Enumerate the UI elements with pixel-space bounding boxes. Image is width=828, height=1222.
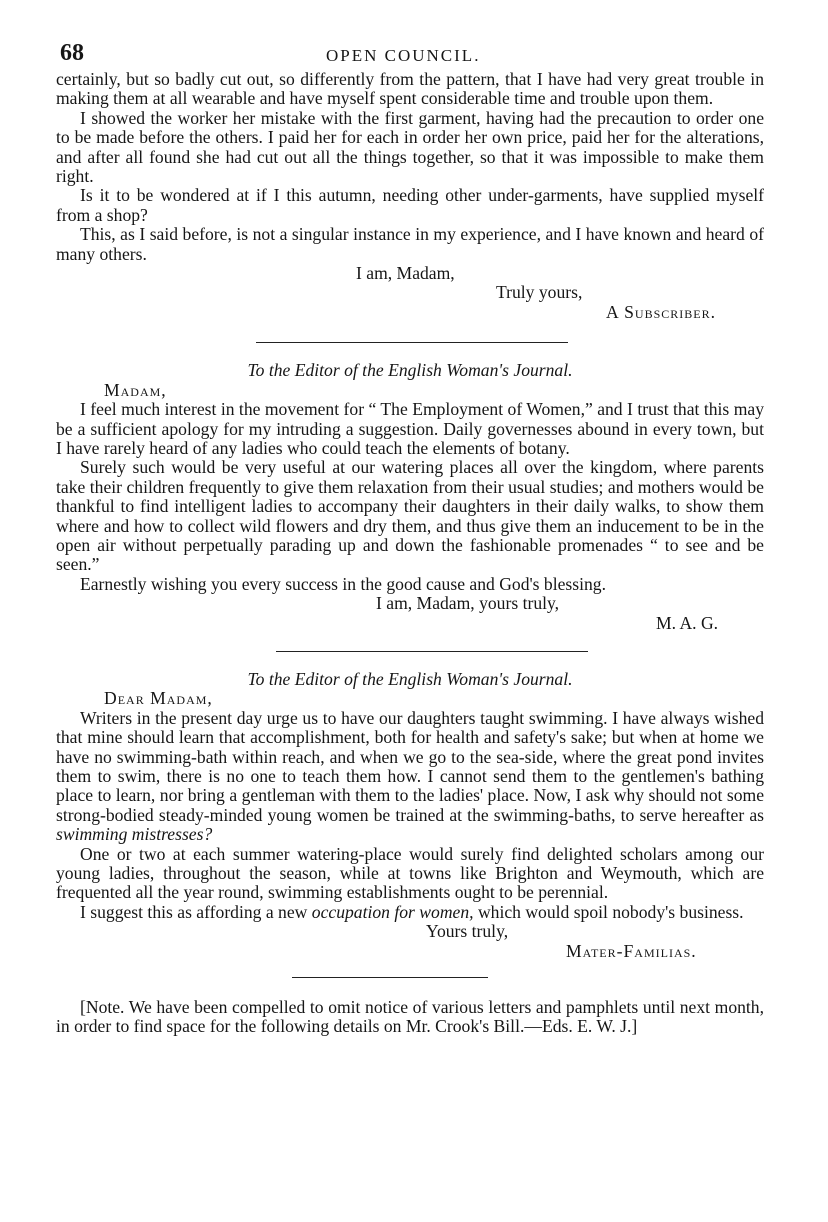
salutation: Madam, (104, 379, 167, 400)
paragraph: I feel much interest in the movement for “ The Employment of Women,” and I trust that this may be a sufficient apology for my intruding a suggestion. Daily governesses abound in every town, but I have rarely heard of any ladies who could teach the elements of botany. (56, 399, 764, 458)
closing: I am, Madam, (356, 263, 455, 284)
paragraph: Surely such would be very useful at our watering places all over the kingdom, where parents take their children frequently to give them relaxation from their usual studies; and mothers would be thankful to find intelligent ladies to accompany their daughters in their daily walks, to show them where and how to collect wild flowers and dry them, and thus give them an inducement to be in the open air without perpetually parading up and down the fashionable promenades “ to see and be seen.” (56, 457, 764, 575)
signature: Mater-Familias. (566, 940, 697, 961)
editors-note: [Note. We have been compelled to omit notice of various letters and pamphlets until next month, in order to find space for the following details on Mr. Crook's Bill.—Eds. E. W. J.] (56, 997, 764, 1037)
emphasis: occupation for women, (311, 901, 474, 922)
paragraph: I showed the worker her mistake with the first garment, having had the precaution to order one to be made before the others. I paid her for each in order her own price, paid her for the alterations, and after all found she had cut out all the things together, so that it was impossible to make them right. (56, 107, 764, 187)
paragraph: One or two at each summer watering-place would surely find delighted scholars among our young ladies, throughout the season, while at towns like Brighton and Weymouth, which are frequented all the year round, swimming establishments ought to be perennial. (56, 843, 764, 903)
page-number: 68 (60, 40, 84, 66)
paragraph-text: which would spoil nobody's business. (477, 901, 744, 922)
paragraph: This, as I said before, is not a singular instance in my experience, and I have known and heard of many others. (56, 224, 764, 264)
signature: M. A. G. (656, 612, 719, 633)
paragraph-text: Writers in the present day urge us to have our daughters taught swimming. I have always wished that mine should learn that accomplishment, both for health and safety's sake; but when at home we have no swimming-bath within reach, and when we go to the sea-side, where the great pond invites them to swim, there is no one to teach them how. I cannot send them to the gentlemen's bathing place to learn, nor bring a gentleman with them to the ladies' place. Now, I ask why should not some strong-bodied steady-minded young women be trained at the swimming-baths, to serve hereafter as (56, 707, 764, 825)
signature: A Subscriber. (606, 301, 717, 322)
closing: I am, Madam, yours truly, (376, 593, 560, 614)
paragraph: Is it to be wondered at if I this autumn, needing other under-garments, have supplied myself from a shop? (56, 185, 764, 225)
page-header (56, 40, 764, 70)
letter-heading: To the Editor of the English Woman's Journal. (247, 360, 573, 381)
paragraph (56, 709, 764, 845)
divider (292, 977, 488, 978)
paragraph: certainly, but so badly cut out, so differently from the pattern, that I have had very great trouble in making them at all wearable and have myself spent considerable time and trouble upon them. (56, 69, 764, 109)
letter-mag (56, 361, 764, 633)
paragraph: Earnestly wishing you every success in the good cause and God's blessing. (80, 573, 606, 594)
running-title: OPEN COUNCIL. (326, 46, 481, 65)
divider (256, 342, 568, 343)
letter-mater-familias (56, 670, 764, 961)
paragraph (56, 903, 764, 922)
emphasis: swimming mistresses? (56, 824, 213, 845)
paragraph-text: I suggest this as affording a new (80, 901, 308, 922)
letter-heading: To the Editor of the English Woman's Journal. (247, 668, 573, 689)
salutation: Dear Madam, (104, 688, 213, 709)
valediction: Truly yours, (496, 282, 583, 303)
valediction: Yours truly, (426, 921, 509, 942)
letter-subscriber (56, 70, 764, 322)
page (56, 40, 764, 1037)
divider (276, 651, 588, 652)
